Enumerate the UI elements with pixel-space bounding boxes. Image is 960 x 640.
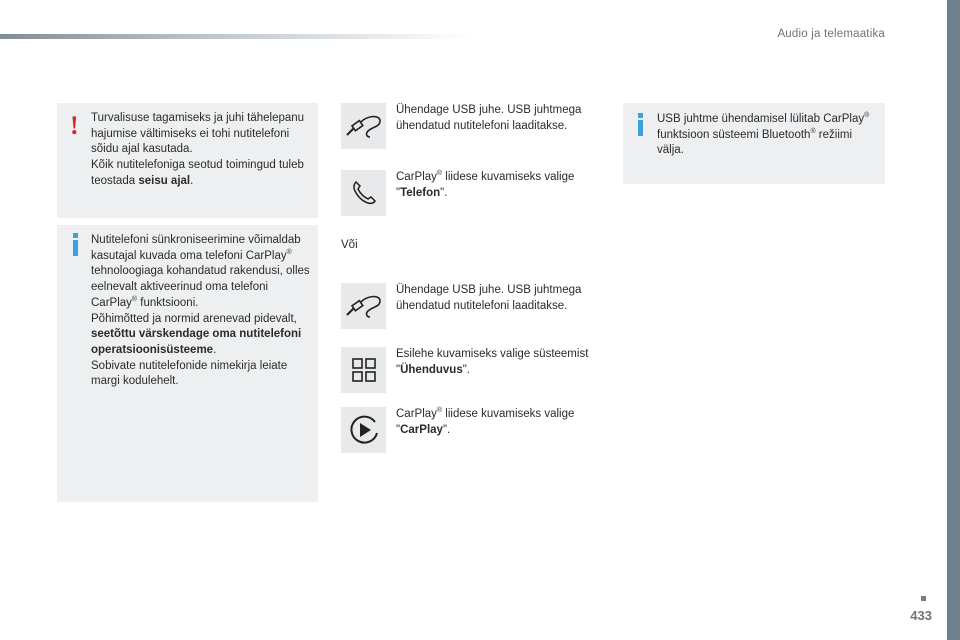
info-usb-text: USB juhtme ühendamisel lülitab CarPlay® funktsioon süsteemi Bluetooth® režiimi välja.: [657, 112, 870, 157]
page-edge-band: [947, 0, 960, 640]
info-sync-text: Nutitelefoni sünkroniseerimine võimaldab kasutajal kuvada oma telefoni CarPlay® tehnoloogiaga kohandatud rakendusi, olles eelnevalt aktiveerinud oma telefoni CarPlay® funktsiooni. Põhimõtted ja normid arenevad pidevalt, seetõttu värskendage oma nutitelefoni operatsioonisüsteeme. Sobivate nutitelefonide nimekirja leiate margi kodulehelt.: [91, 234, 310, 388]
page-number: 433: [910, 608, 932, 623]
apps-grid-icon[interactable]: [341, 347, 386, 393]
step-connectivity-text: Esilehe kuvamiseks valige süsteemist "Ühenduvus".: [396, 348, 589, 376]
carplay-icon[interactable]: [341, 407, 386, 453]
step-usb-text-2: Ühendage USB juhe. USB juhtmega ühendatud nutitelefoni laaditakse.: [396, 284, 582, 312]
usb-cable-icon: [341, 103, 386, 149]
step-usb-text: Ühendage USB juhe. USB juhtmega ühendatud nutitelefoni laaditakse.: [396, 104, 582, 132]
step-phone-text: CarPlay® liidese kuvamiseks valige "Telefon".: [396, 170, 575, 199]
phone-handset-icon[interactable]: [341, 170, 386, 216]
header-bar: [0, 34, 470, 39]
step-carplay-text: CarPlay® liidese kuvamiseks valige "CarPlay".: [396, 407, 575, 436]
exclamation-icon: !: [70, 111, 79, 140]
warning-text: Turvalisuse tagamiseks ja juhi tähelepanu hajumise vältimiseks ei tohi nutitelefoni sõidu ajal kasutada. Kõik nutitelefoniga seotud toimingud tuleb teostada seisu ajal.: [91, 112, 305, 187]
page-marker: [921, 596, 926, 601]
usb-cable-icon: [341, 283, 386, 329]
section-title: Audio ja telemaatika: [777, 28, 885, 40]
or-label: Või: [341, 239, 358, 251]
